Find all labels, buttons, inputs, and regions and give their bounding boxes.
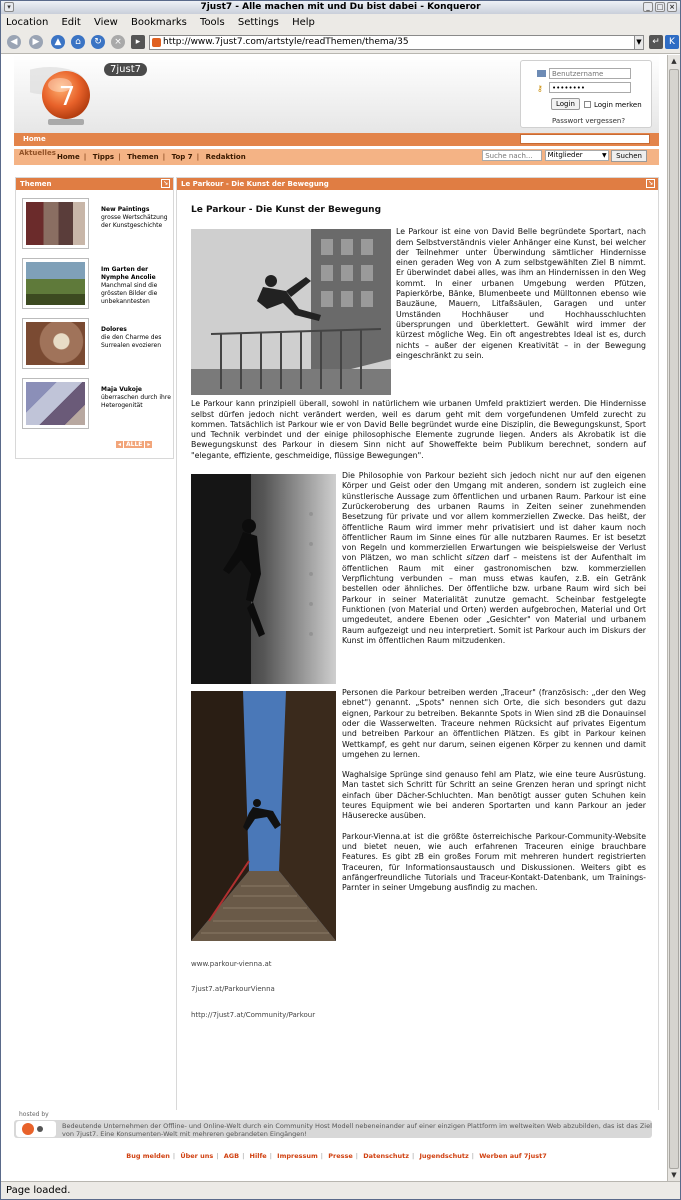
logo-wordmark: 7just7 (104, 63, 147, 76)
location-icon[interactable]: ▸ (131, 35, 145, 49)
footer-link-agb[interactable]: AGB (223, 1152, 240, 1160)
vertical-scrollbar[interactable] (667, 55, 680, 1181)
scroll-up-icon[interactable]: ▲ (671, 57, 677, 65)
footer-link-presse[interactable]: Presse (328, 1152, 353, 1160)
site-footer (14, 1110, 659, 1181)
hosted-by-label: hosted by (19, 1111, 49, 1118)
themen-sidebar (15, 177, 174, 459)
article-header-title: Le Parkour - Die Kunst der Bewegung (181, 180, 329, 188)
footer-link-datenschutz[interactable]: Datenschutz (363, 1152, 410, 1160)
footer-logo[interactable] (16, 1121, 56, 1137)
theme-title[interactable]: Maja Vukoje (101, 386, 142, 393)
search-scope-value: Mitglieder (547, 151, 583, 159)
article-panel (176, 177, 659, 1131)
login-box (520, 60, 652, 128)
forgot-password-link[interactable]: Passwort vergessen? (552, 117, 626, 125)
search-scope-select[interactable] (545, 150, 609, 161)
window-titlebar (1, 1, 680, 14)
link-7just7-community[interactable]: http://7just7.at/Community/Parkour (191, 1010, 316, 1019)
menu-location[interactable]: Location (6, 17, 49, 28)
user-icon (537, 70, 546, 77)
close-icon[interactable]: × (667, 2, 677, 12)
theme-item[interactable] (22, 198, 172, 250)
menu-view[interactable]: View (94, 17, 118, 28)
key-icon: ⚷ (537, 84, 543, 93)
forward-icon[interactable]: ▶ (29, 35, 43, 49)
themen-pager (116, 441, 153, 448)
article-paragraph-3a: Die Philosophie von Parkour bezieht sich jedoch nicht nur auf den eigenen Körper und Geist oder den Umgang mit anderen, sondern ist zugleich eine künstlerische Aussage zum öffentlichen und urbanen Raum. Parkour ist eine Zurückeroberung des urbanen Raums in Zeiten seiner zunehmenden Besetzung für private und vor allem kommerziellen Zwecke. Das heißt, der öffentliche Raum wird immer mehr privatisiert und ist daher kaum noch öffentlicher Raum im Sinne eines für alle nutzbaren Raumes. Er ist besetzt von Regeln und kommerziellen Erwartungen wie beispielsweise der Verlust von Plätzen, wo man schlicht (342, 471, 646, 563)
theme-thumbnail[interactable] (22, 258, 89, 309)
footer-description: Bedeutende Unternehmen der Offline- und Online-Welt durch ein Community Host Modell nebeneinander auf einer einzigen Plattform im weltweiten Web abzubilden, das ist das Ziel von 7just7. Eine Konsumenten-Welt mit mehreren gebrandeten Eingängen! (62, 1122, 652, 1138)
theme-title[interactable]: Dolores (101, 326, 127, 333)
scroll-down-icon[interactable]: ▼ (671, 1171, 677, 1179)
theme-item[interactable] (22, 258, 172, 310)
footer-info-bar (14, 1120, 652, 1138)
site-search (482, 150, 647, 164)
article-title: Le Parkour - Die Kunst der Bewegung (191, 205, 382, 215)
footer-links: Bug melden | Über uns | AGB | Hilfe | Impressum | Presse | Datenschutz | Jugendschutz | Werben auf 7just7 (126, 1152, 547, 1160)
back-icon[interactable]: ◀ (7, 35, 21, 49)
page-viewport (1, 55, 667, 1181)
window-menu-icon[interactable]: ▾ (4, 2, 14, 12)
status-text: Page loaded. (6, 1185, 71, 1196)
parkour-photo-3 (191, 691, 336, 941)
login-button[interactable]: Login (551, 98, 580, 110)
pager-next-icon[interactable]: ▸ (147, 441, 151, 448)
username-input[interactable] (549, 68, 631, 79)
collapse-arrow-icon[interactable]: ↘ (647, 180, 654, 187)
menu-settings[interactable]: Settings (237, 17, 279, 28)
pager-all-button[interactable]: ALLE (126, 441, 143, 448)
go-icon[interactable]: ↵ (649, 35, 663, 49)
article-paragraph-3-emphasis: sitzen (466, 553, 490, 563)
stop-icon[interactable]: × (111, 35, 125, 49)
footer-link-help[interactable]: Hilfe (249, 1152, 267, 1160)
maximize-icon[interactable]: □ (656, 3, 664, 11)
nav-themen[interactable]: Themen (127, 153, 159, 161)
article-paragraph-6: Parkour-Vienna.at ist die größte österreichische Parkour-Community-Website und bietet neuen, wie auch erfahrenen Traceuren einige brauchbare Features. Es gibt zB ein großes Forum mit mehreren hundert registrierten Traceuren, für Informationsaustausch und Diskussionen. Weiters gibt es anfängerfreundliche Tutorials und Traceur-Kontakt-Datenbank, um Trainings-Parnter in seiner Umgebung ausfindig zu machen. (342, 831, 646, 893)
parkour-photo-1 (191, 229, 391, 395)
article-paragraph-1: Le Parkour ist eine von David Belle begründete Sportart, nach dem Selbstverständnis vieler Anhänger eine Kunst, bei welcher der Teilnehmer unter Überwindung sämtlicher Hindernisse einen geraden Weg von A zum selbstgewählten Ziel B nimmt. Er überwindet dabei alles, was ihm an Hindernissen in den Weg kommt. In einer urbanen Umgebung werden Pfützen, Papierkörbe, Bänke, Blumenbeete und Mülltonnen ebenso wie Bauzäune, Mauern, Litfaßsäulen, Garagen und unter Umständen Hochhäuser und Hochhausschluchten übersprungen und überklettert. Gewählt wird immer der kürzest mögliche Weg. Ein oft angestrebtes Ideal ist es, durch nichts – außer der eigenen Kreativität – in der Bewegung eingeschränkt zu sein. (396, 227, 646, 360)
nav-quick-field[interactable] (520, 134, 650, 144)
theme-thumbnail[interactable] (22, 198, 89, 249)
konqueror-icon[interactable]: K (665, 35, 679, 49)
parkour-photo-2 (191, 474, 336, 684)
article-paragraph-4: Personen die Parkour betreiben werden „Traceur" (französisch: „der den Weg ebnet") genannt. „Spots" nennen sich Orte, die sich besonders gut dazu eignen, Parkour zu betreiben. Bekannte Spots in Wien sind zB die Donauinsel oder die Wasserwelten. Traceure nehmen Rücksicht auf privates Eigentum und betreiben Parkour an öffentlichen Plätzen. Es gibt in Parkour keinen Wettkampf, es geht nur darum, seinen eigenen Körper zu kennen und damit umgehen zu lernen. (342, 688, 646, 759)
main-nav (14, 133, 659, 146)
menu-tools[interactable]: Tools (200, 17, 225, 28)
link-parkour-vienna[interactable]: www.parkour-vienna.at (191, 960, 272, 969)
remember-label: Login merken (594, 101, 642, 109)
theme-item[interactable] (22, 378, 172, 430)
article-header (177, 178, 658, 190)
link-7just7-parkourvienna[interactable]: 7just7.at/ParkourVienna (191, 985, 275, 994)
theme-title[interactable]: Im Garten der Nymphe Ancolie (101, 266, 156, 281)
theme-thumbnail[interactable] (22, 318, 89, 369)
footer-logo-icon (16, 1121, 56, 1137)
theme-text: Manchmal sind die grössten Bilder die unbekanntesten (101, 282, 158, 305)
site-logo[interactable] (30, 61, 102, 129)
url-text: http://www.7just7.com/artstyle/readThemen/thema/35 (163, 37, 409, 47)
url-input[interactable] (149, 35, 644, 50)
theme-text: grosse Wertschätzung der Kunstgeschichte (101, 214, 168, 229)
theme-title[interactable]: New Paintings (101, 206, 150, 213)
window-title: 7just7 - Alle machen mit und Du bist dabei - Konqueror (200, 2, 481, 12)
footer-link-werben[interactable]: Werben auf 7just7 (479, 1152, 547, 1160)
sub-nav: Aktuelles Home | Tipps | Themen | Top 7 | Redaktion Suche nach... Mitglieder ▼ Suchen (14, 149, 659, 165)
url-dropdown-icon[interactable]: ▼ (634, 35, 644, 50)
article-photo-3 (191, 691, 336, 941)
article-paragraph-2: Le Parkour kann prinzipiell überall, sowohl in natürlichem wie urbanen Umfeld praktiziert werden. Die Hindernisse selbst dürfen jedoch nicht verändert werden, weil es darum geht mit dem vorgefundenen Umfeld zurecht zu kommen. Tatsächlich ist Parkour wie er von David Belle begründet wurde eine Disziplin, die Bewegungskunst, Sport und Technik verbindet und der einige philosophische Elemente zugrunde liegen. Anders als Akrobatik ist die Bewegungskunst des Parkour in diesem Sinn nicht auf Showeffekte beim Publikum berechnet, sondern auf "elegante, effiziente, geschmeidige, flüssige Bewegungen". (191, 399, 646, 460)
article-body (191, 205, 646, 1035)
site-header (14, 55, 659, 133)
theme-item[interactable] (22, 318, 172, 370)
footer-link-bug[interactable]: Bug melden (126, 1152, 170, 1160)
minimize-icon[interactable]: _ (643, 2, 653, 12)
menu-bookmarks[interactable]: Bookmarks (130, 17, 187, 28)
article-photo-1 (191, 229, 391, 395)
status-bar (1, 1181, 680, 1199)
theme-thumbnail[interactable] (22, 378, 89, 429)
theme-text: die den Charme des Surrealen evozieren (101, 334, 162, 349)
home-icon[interactable]: ⌂ (71, 35, 85, 49)
article-paragraph-3b: darf – meistens ist der Aufenthalt im öffentlichen Raum mit einer gastronomischen bzw. kommerziellen Verpflichtung verbunden – man muss etwas kaufen, z.B. ein Getränk bestellen oder ähnliches. Der öffentliche bzw. urbane Raum wird sich bei Parkour in seiner Materialität zunutze gemacht. Scheinbar festgelegte Funktionen (von Material und Orten) werden aufgebrochen, Material und Ort umgedeutet, andere Ebenen oder „Gesichter" von Material und urbanem Raum aufgezeigt und neu interpretiert. Somit ist Parkour auch im Diskurs der Kunst im öffentlichen Raum mitzudenken. (342, 553, 646, 645)
menu-bar (1, 14, 680, 31)
nav-tipps[interactable]: Tipps (92, 153, 115, 161)
footer-link-about[interactable]: Über uns (180, 1152, 214, 1160)
footer-link-impressum[interactable]: Impressum (277, 1152, 318, 1160)
reload-icon[interactable]: ↻ (91, 35, 105, 49)
collapse-arrow-icon[interactable]: ↘ (162, 180, 169, 187)
theme-text: überraschen durch ihre Heterogenität (101, 394, 171, 409)
favicon-icon (152, 38, 161, 47)
nav-top7[interactable]: Top 7 (171, 153, 193, 161)
nav-home[interactable]: Home (23, 135, 46, 143)
chevron-down-icon: ▼ (602, 152, 607, 159)
pager-prev-icon[interactable]: ◂ (118, 441, 122, 448)
scrollbar-thumb[interactable] (669, 69, 679, 1169)
web-page (14, 55, 659, 1181)
search-input[interactable] (482, 150, 542, 161)
nav-aktuelles[interactable]: Aktuelles (19, 149, 56, 157)
themen-header (16, 178, 173, 190)
article-paragraph-5: Waghalsige Sprünge sind genauso fehl am Platz, wie eine teure Ausrüstung. Man tastet sich Schritt für Schritt an seine Grenzen heran und springt nicht einfach über Dächer-Schluchten. Man benötigt ausser guten Schuhen kein teures Equipment wie bei anderen Sportarten und kann Parkour an jeder Häuserecke ausüben. (342, 770, 646, 821)
nav-home-2[interactable]: Home (57, 153, 80, 161)
themen-heading: Themen (20, 180, 52, 188)
menu-help[interactable]: Help (292, 17, 315, 28)
footer-link-jugendschutz[interactable]: Jugendschutz (419, 1152, 469, 1160)
svg-text:7: 7 (58, 82, 76, 112)
menu-edit[interactable]: Edit (61, 17, 81, 28)
toolbar (1, 31, 680, 54)
search-button[interactable]: Suchen (611, 150, 647, 162)
remember-checkbox[interactable] (584, 101, 591, 108)
nav-redaktion[interactable]: Redaktion (205, 153, 246, 161)
password-input[interactable] (549, 82, 631, 93)
up-icon[interactable]: ▲ (51, 35, 65, 49)
article-photo-2 (191, 474, 336, 684)
